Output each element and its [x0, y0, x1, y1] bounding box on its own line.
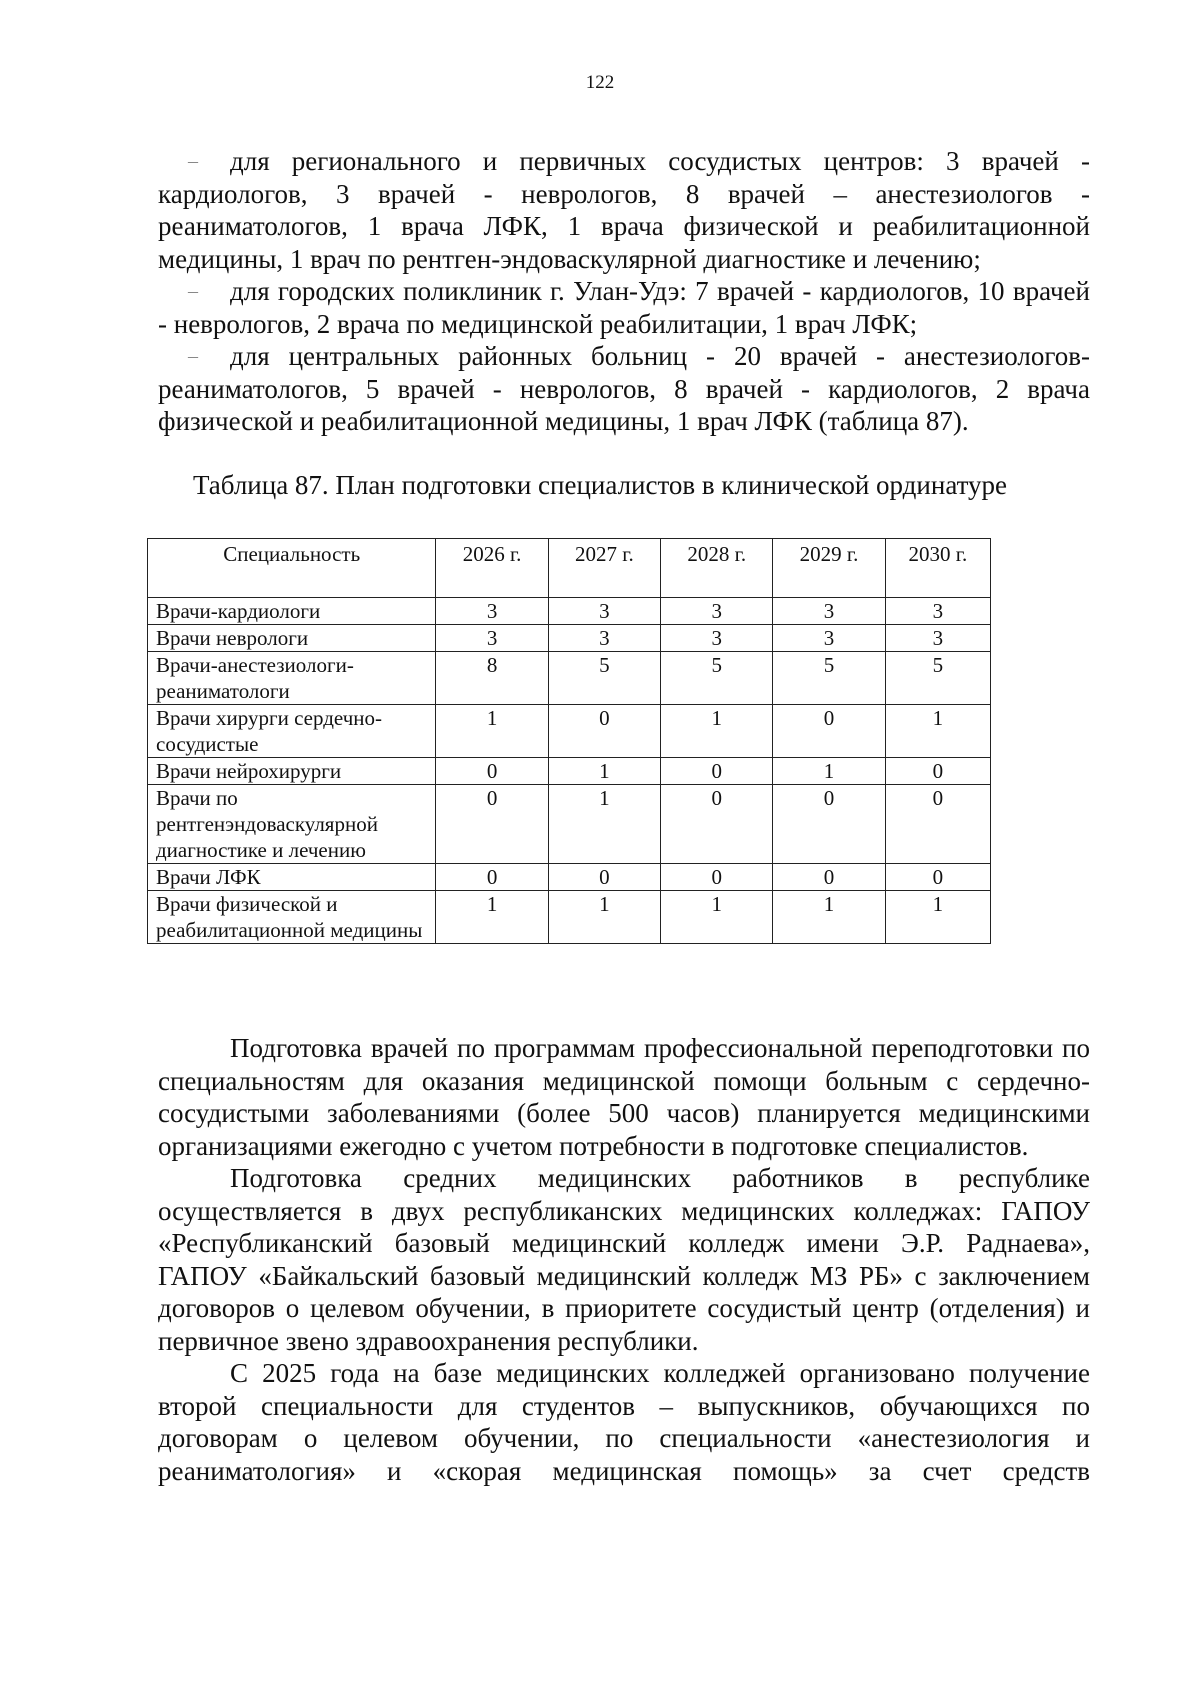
table-row	[148, 625, 991, 652]
specialty-cell: Врачи-кардиологи	[148, 598, 436, 625]
value-cell: 3	[436, 598, 548, 625]
value-cell: 0	[436, 864, 548, 891]
column-header-year: 2028 г.	[661, 539, 773, 598]
column-header-year: 2029 г.	[773, 539, 885, 598]
list-marker: –	[188, 150, 198, 172]
column-header-year: 2030 г.	[885, 539, 990, 598]
staffing-needs-list	[158, 145, 1090, 438]
value-cell: 0	[548, 705, 660, 758]
value-cell: 3	[436, 625, 548, 652]
value-cell: 0	[885, 758, 990, 785]
column-header-year: 2026 г.	[436, 539, 548, 598]
value-cell: 0	[885, 785, 990, 864]
column-header-specialty: Специальность	[148, 539, 436, 598]
table-row	[148, 652, 991, 705]
value-cell: 5	[548, 652, 660, 705]
value-cell: 3	[661, 598, 773, 625]
value-cell: 0	[773, 785, 885, 864]
list-item	[158, 145, 1090, 275]
value-cell: 1	[436, 705, 548, 758]
table-header-row	[148, 539, 991, 598]
value-cell: 3	[773, 625, 885, 652]
value-cell: 3	[661, 625, 773, 652]
table-row	[148, 785, 991, 864]
value-cell: 1	[548, 785, 660, 864]
paragraph: Подготовка врачей по программам профессиональной переподготовки по специальностям для оказания медицинской помощи больным с сердечно-сосудистыми заболеваниями (более 500 часов) планируется медицинскими организациями ежегодно с учетом потребности в подготовке специалистов.	[158, 1033, 1090, 1161]
value-cell: 5	[661, 652, 773, 705]
value-cell: 1	[773, 758, 885, 785]
value-cell: 5	[773, 652, 885, 705]
value-cell: 3	[548, 598, 660, 625]
table-row	[148, 705, 991, 758]
specialty-cell: Врачи ЛФК	[148, 864, 436, 891]
column-header-year: 2027 г.	[548, 539, 660, 598]
specialty-cell: Врачи по рентгенэндоваскулярной диагностике и лечению	[148, 785, 436, 864]
value-cell: 0	[661, 758, 773, 785]
specialty-cell: Врачи физической и реабилитационной медицины	[148, 891, 436, 944]
specialty-cell: Врачи нейрохирурги	[148, 758, 436, 785]
table-row	[148, 864, 991, 891]
page-number: 122	[585, 72, 615, 93]
value-cell: 0	[548, 864, 660, 891]
value-cell: 1	[548, 891, 660, 944]
value-cell: 1	[436, 891, 548, 944]
table-row	[148, 598, 991, 625]
table-row	[148, 758, 991, 785]
paragraph: Подготовка средних медицинских работников в республике осуществляется в двух республиканских медицинских колледжах: ГАПОУ «Республиканский базовый медицинский колледж имени Э.Р. Раднаева», ГАПОУ «Байкальский базовый медицинский колледж МЗ РБ» с заключением договоров о целевом обучении, в приоритете сосудистый центр (отделения) и первичное звено здравоохранения республики.	[158, 1163, 1090, 1356]
list-item-text: для регионального и первичных сосудистых центров: 3 врачей - кардиологов, 3 врачей - неврологов, 8 врачей – анестезиологов - реаниматологов, 1 врача ЛФК, 1 врача физической и реабилитационной медицины, 1 врач по рентген-эндоваскулярной диагностике и лечению;	[158, 146, 1090, 274]
specialty-cell: Врачи-анестезиологи-реаниматологи	[148, 652, 436, 705]
value-cell: 0	[773, 864, 885, 891]
value-cell: 0	[436, 758, 548, 785]
value-cell: 5	[885, 652, 990, 705]
list-marker: –	[188, 280, 198, 302]
value-cell: 0	[661, 785, 773, 864]
specialty-cell: Врачи неврологи	[148, 625, 436, 652]
body-paragraphs	[158, 1032, 1090, 1487]
value-cell: 3	[773, 598, 885, 625]
value-cell: 3	[885, 598, 990, 625]
value-cell: 0	[661, 864, 773, 891]
value-cell: 1	[885, 705, 990, 758]
value-cell: 0	[773, 705, 885, 758]
value-cell: 3	[885, 625, 990, 652]
list-item	[158, 275, 1090, 340]
value-cell: 1	[885, 891, 990, 944]
list-item-text: для городских поликлиник г. Улан-Удэ: 7 врачей - кардиологов, 10 врачей - неврологов, 2 врача по медицинской реабилитации, 1 врач ЛФК;	[158, 276, 1090, 339]
residency-training-plan-table	[147, 538, 991, 944]
table-caption: Таблица 87. План подготовки специалистов в клинической ординатуре	[192, 470, 1008, 500]
list-item	[158, 340, 1090, 438]
table-row	[148, 891, 991, 944]
value-cell: 1	[661, 891, 773, 944]
paragraph: С 2025 года на базе медицинских колледжей организовано получение второй специальности для студентов – выпускников, обучающихся по договорам о целевом обучении, по специальности «анестезиология и реаниматология» и «скорая медицинская помощь» за счет средств	[158, 1358, 1090, 1486]
value-cell: 1	[548, 758, 660, 785]
value-cell: 3	[548, 625, 660, 652]
list-marker: –	[188, 345, 198, 367]
value-cell: 0	[436, 785, 548, 864]
list-item-text: для центральных районных больниц - 20 врачей - анестезиологов-реаниматологов, 5 врачей - неврологов, 8 врачей - кардиологов, 2 врача физической и реабилитационной медицины, 1 врач ЛФК (таблица 87).	[158, 341, 1090, 436]
value-cell: 1	[773, 891, 885, 944]
value-cell: 0	[885, 864, 990, 891]
value-cell: 8	[436, 652, 548, 705]
value-cell: 1	[661, 705, 773, 758]
specialty-cell: Врачи хирурги сердечно-сосудистые	[148, 705, 436, 758]
